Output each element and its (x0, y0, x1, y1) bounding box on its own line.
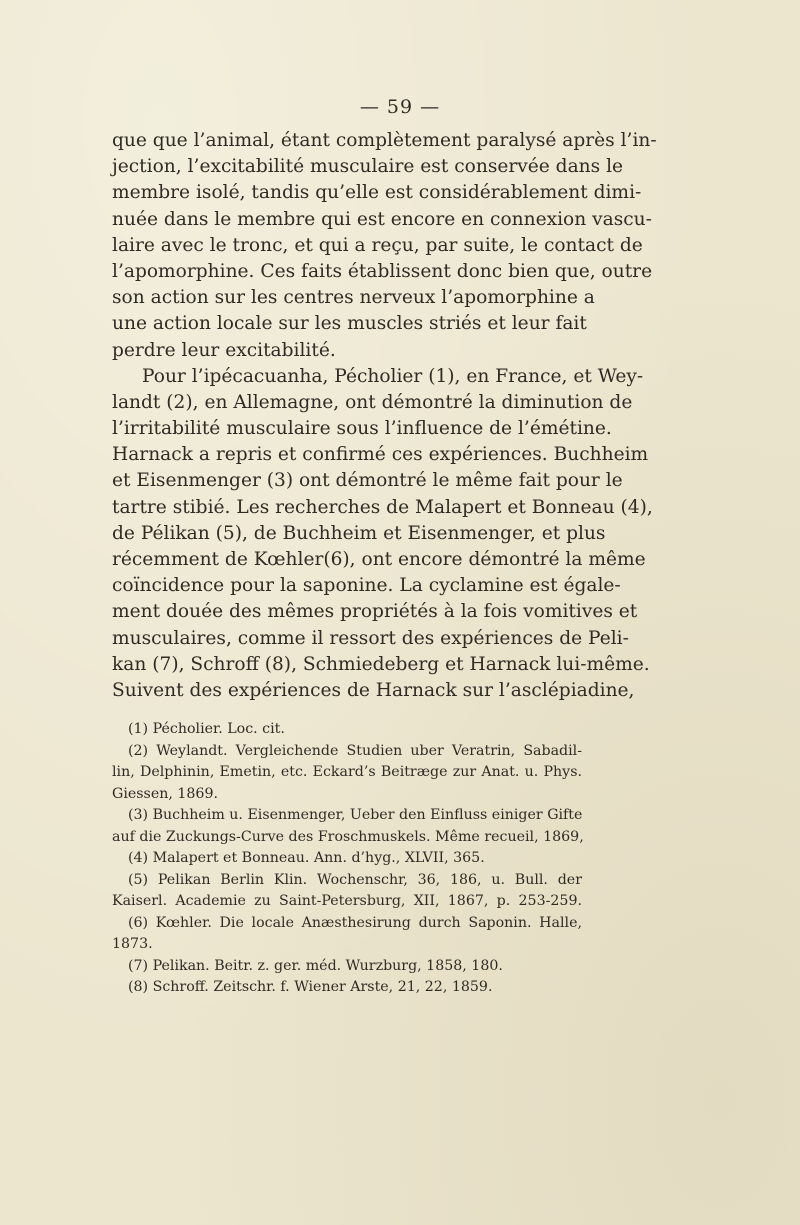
text-line: coïncidence pour la saponine. La cyclamine est égale- (112, 575, 621, 597)
text-line: tartre stibié. Les recherches de Malapert et Bonneau (4), (112, 496, 653, 518)
footnote-line: Kaiserl. Academie zu Saint-Petersburg, XII, 1867, p. 253-259. (112, 893, 582, 909)
footnote-line: (4) Malapert et Bonneau. Ann. d’hyg., XLVII, 365. (128, 850, 485, 866)
footnote-line: lin, Delphinin, Emetin, etc. Eckard’s Beitræge zur Anat. u. Phys. (112, 764, 582, 780)
text-line: nuée dans le membre qui est encore en connexion vascu- (112, 208, 652, 230)
text-line: Suivent des expériences de Harnack sur l’asclépiadine, (112, 679, 635, 701)
footnote-line: (7) Pelikan. Beitr. z. ger. méd. Wurzburg, 1858, 180. (128, 957, 503, 974)
footnote-line: (2) Weylandt. Vergleichende Studien uber Veratrin, Sabadil- (128, 742, 582, 759)
footnote-line: (8) Schroff. Zeitschr. f. Wiener Arste, 21, 22, 1859. (128, 979, 493, 995)
text-line: que que l’animal, étant complètement paralysé après l’in- (112, 130, 657, 151)
text-line: musculaires, comme il ressort des expériences de Peli- (112, 627, 629, 649)
footnote-line: auf die Zuckungs-Curve des Froschmuskels. Même recueil, 1869, (112, 828, 584, 845)
footnote-line: 1873. (112, 936, 153, 952)
footnote-line: (6) Kœhler. Die locale Anæsthesirung durch Saponin. Halle, (128, 914, 582, 931)
text-line: kan (7), Schroff (8), Schmiedeberg et Harnack lui-même. (112, 653, 650, 675)
text-line: l’apomorphine. Ces faits établissent donc bien que, outre (112, 260, 653, 282)
text-line: landt (2), en Allemagne, ont démontré la diminution de (112, 391, 633, 413)
body-text (112, 128, 657, 704)
text-line: Harnack a repris et confirmé ces expériences. Buchheim (112, 444, 649, 466)
text-line: Pour l’ipécacuanha, Pécholier (1), en France, et Wey- (142, 365, 644, 387)
footnote-line: Giessen, 1869. (112, 785, 218, 802)
footnotes (112, 719, 582, 999)
text-line: perdre leur excitabilité. (112, 339, 336, 361)
footnote-line: (3) Buchheim u. Eisenmenger, Ueber den Einfluss einiger Gifte (128, 807, 583, 823)
text-line: membre isolé, tandis qu’elle est considérablement dimi- (112, 182, 642, 204)
text-line: ment douée des mêmes propriétés à la fois vomitives et (112, 601, 638, 623)
text-line: son action sur les centres nerveux l’apomorphine a (112, 287, 595, 309)
text-line: de Pélikan (5), de Buchheim et Eisenmenger, et plus (112, 522, 606, 544)
footnote-line: (5) Pelikan Berlin Klin. Wochenschr, 36, 186, u. Bull. der (128, 871, 582, 888)
footnote-line: (1) Pécholier. Loc. cit. (128, 721, 285, 737)
text-line: jection, l’excitabilité musculaire est conservée dans le (112, 156, 624, 178)
text-line: une action locale sur les muscles striés et leur fait (112, 313, 587, 335)
page-number: — 59 — (359, 96, 441, 118)
text-line: l’irritabilité musculaire sous l’influence de l’émétine. (112, 418, 612, 440)
text-line: récemment de Kœhler(6), ont encore démontré la même (112, 549, 646, 570)
text-line: et Eisenmenger (3) ont démontré le même fait pour le (112, 470, 623, 492)
text-line: laire avec le tronc, et qui a reçu, par suite, le contact de (112, 234, 643, 256)
